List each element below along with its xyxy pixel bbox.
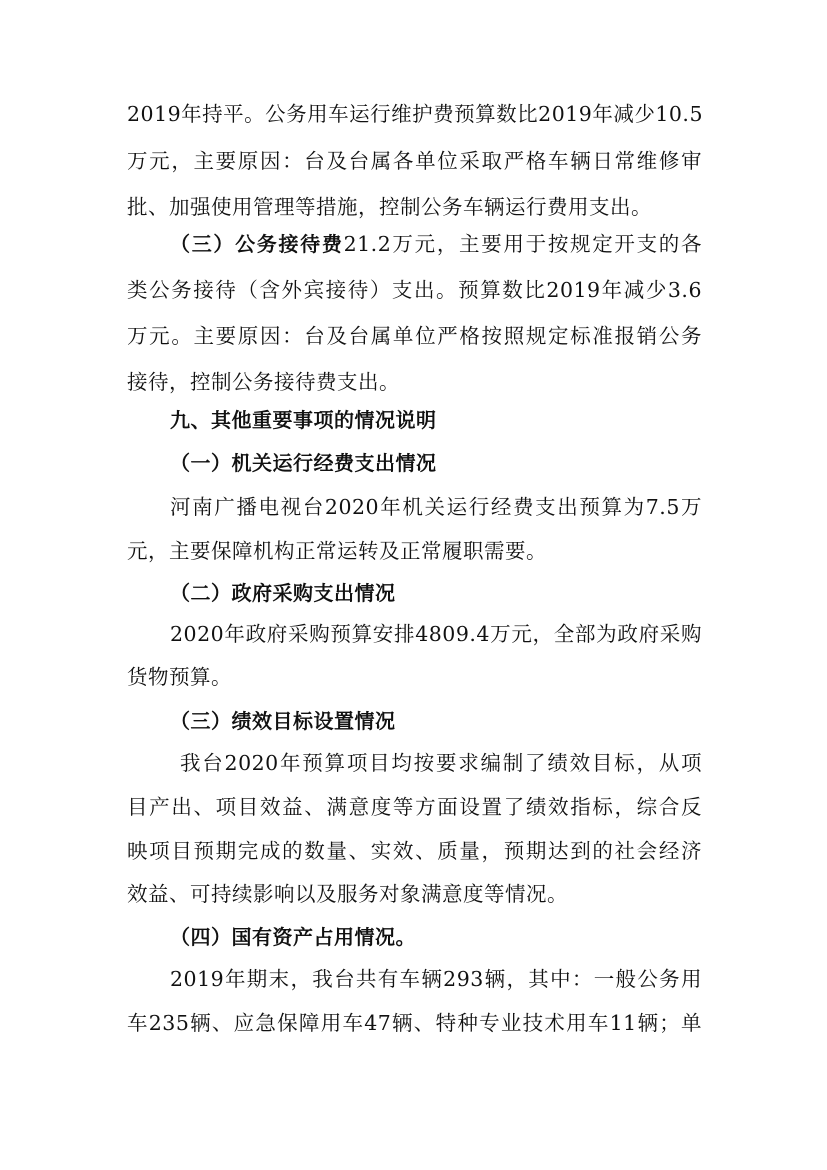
subsection-heading: （二）政府采购支出情况 [170, 581, 396, 605]
paragraph-line: 效益、可持续影响以及服务对象满意度等情况。 [127, 882, 568, 906]
paragraph-line: 映项目预期完成的数量、实效、质量，预期达到的社会经济 [127, 839, 702, 863]
paragraph-line: 元，主要保障机构正常运转及正常履职需要。 [127, 539, 547, 563]
paragraph-line: 2019年持平。公务用车运行维护费预算数比2019年减少10.5 [127, 102, 703, 126]
subsection-heading: （三）绩效目标设置情况 [170, 709, 396, 733]
subsection-heading: （一）机关运行经费支出情况 [170, 451, 437, 475]
paragraph-line: 我台2020年预算项目均按要求编制了绩效目标，从项 [180, 751, 702, 775]
paragraph-line: 万元，主要原因：台及台属各单位采取严格车辆日常维修审 [127, 149, 702, 173]
paragraph-line: 接待，控制公务接待费支出。 [127, 370, 400, 394]
paragraph-text: 21.2万元，主要用于按规定开支的各 [343, 232, 703, 256]
section-heading: 九、其他重要事项的情况说明 [170, 408, 437, 432]
paragraph-line: 2020年政府采购预算安排4809.4万元，全部为政府采购 [170, 622, 702, 646]
paragraph-line: 河南广播电视台2020年机关运行经费支出预算为7.5万 [170, 495, 702, 519]
subsection-heading: （四）国有资产占用情况。 [170, 925, 416, 949]
paragraph-line: 2019年期末，我台共有车辆293辆，其中：一般公务用 [170, 967, 702, 991]
paragraph-line: 车235辆、应急保障用车47辆、特种专业技术用车11辆；单 [127, 1011, 702, 1035]
paragraph-line: 批、加强使用管理等措施，控制公务车辆运行费用支出。 [127, 195, 652, 219]
paragraph-line: 类公务接待（含外宾接待）支出。预算数比2019年减少3.6 [127, 278, 702, 302]
paragraph-line: 货物预算。 [127, 665, 232, 689]
section-heading-reception-expense: （三）公务接待费 [170, 232, 344, 256]
paragraph-line: 万元。主要原因：台及台属单位严格按照规定标准报销公务 [127, 324, 702, 348]
paragraph-line: 目产出、项目效益、满意度等方面设置了绩效指标，综合反 [127, 795, 702, 819]
paragraph-line [170, 226, 702, 262]
